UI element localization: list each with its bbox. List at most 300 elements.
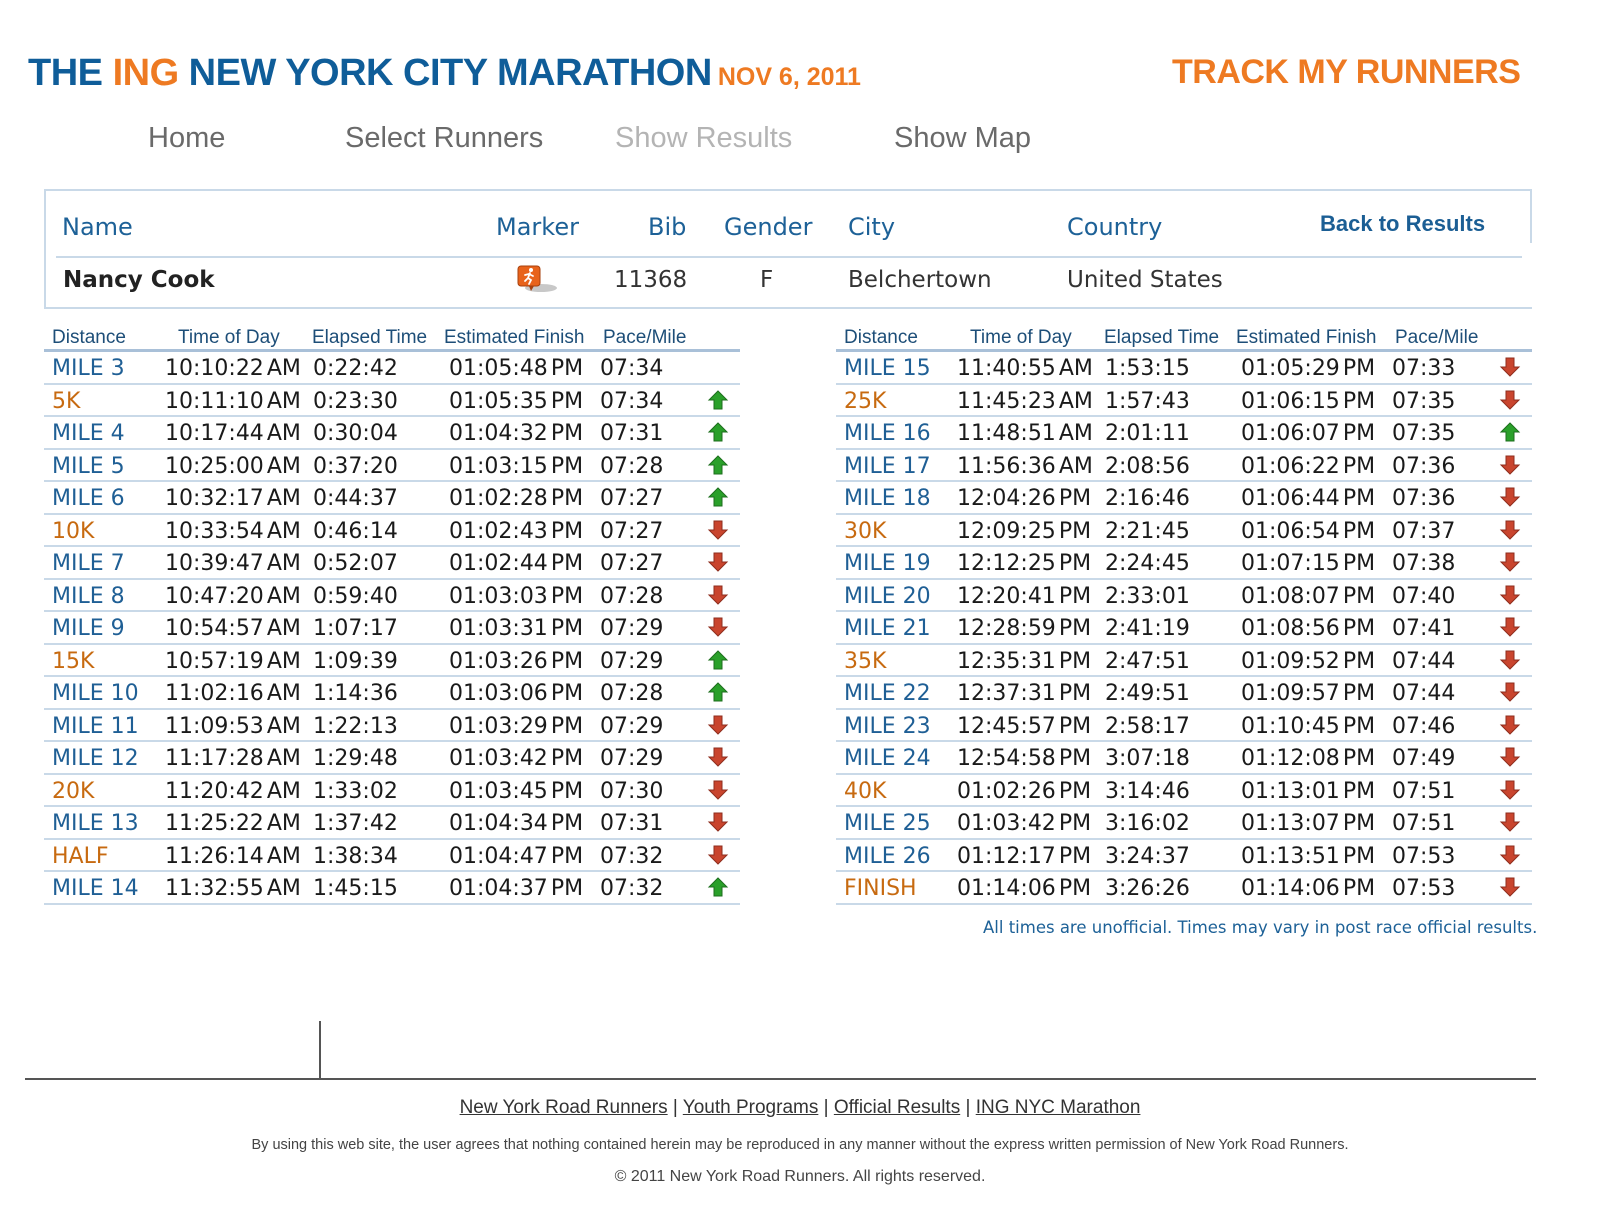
split-row [836, 710, 1532, 743]
split-distance: MILE 26 [844, 843, 931, 869]
split-time-of-day [165, 421, 301, 446]
time-meridiem: AM [266, 356, 301, 381]
split-time-of-day [165, 681, 301, 706]
nav-home[interactable]: Home [148, 122, 226, 154]
header-name: Name [62, 213, 133, 241]
split-row [836, 872, 1532, 905]
time-value: 11:48:51 [957, 421, 1056, 446]
time-value: 11:20:42 [165, 778, 264, 804]
time-meridiem: PM [1342, 648, 1376, 674]
split-time-of-day [957, 681, 1091, 706]
split-elapsed-time: 1:29:48 [313, 746, 398, 771]
col-elapsed-time: Elapsed Time [312, 327, 428, 348]
split-distance: 5K [52, 388, 81, 414]
time-value: 10:11:10 [165, 388, 264, 414]
trend-down-icon [1499, 454, 1521, 476]
time-value: 10:33:54 [165, 518, 264, 544]
col-time-of-day: Time of Day [178, 327, 280, 348]
split-estimated-finish [1241, 746, 1375, 771]
split-row [44, 612, 740, 645]
split-time-of-day [957, 811, 1091, 836]
split-pace: 07:33 [1392, 356, 1456, 381]
footer-divider-vertical [319, 1021, 321, 1079]
trend-down-icon [707, 616, 729, 638]
split-estimated-finish [1241, 421, 1375, 446]
split-row [44, 352, 740, 385]
time-meridiem: AM [266, 518, 301, 544]
split-row [44, 547, 740, 580]
footer-link-official-results[interactable]: Official Results [833, 1097, 961, 1118]
split-estimated-finish [1241, 454, 1375, 479]
split-elapsed-time: 2:21:45 [1105, 518, 1190, 544]
split-pace: 07:27 [600, 551, 664, 576]
header-marker: Marker [496, 213, 579, 241]
title-brand: ING [112, 52, 179, 94]
split-elapsed-time: 0:46:14 [313, 518, 398, 544]
split-row [836, 417, 1532, 450]
split-time-of-day [957, 519, 1091, 544]
split-elapsed-time: 1:09:39 [313, 648, 398, 674]
split-estimated-finish [449, 876, 583, 901]
split-estimated-finish [449, 486, 583, 511]
time-value: 01:03:31 [449, 616, 548, 641]
split-distance: MILE 15 [844, 356, 931, 381]
split-elapsed-time: 2:49:51 [1105, 681, 1190, 706]
footer-copyright: © 2011 New York Road Runners. All rights reserved. [614, 1168, 986, 1185]
split-time-of-day [165, 389, 301, 414]
time-value: 01:06:07 [1241, 421, 1340, 446]
split-distance: MILE 13 [52, 811, 139, 836]
split-row [44, 580, 740, 613]
split-estimated-finish [449, 844, 583, 869]
split-elapsed-time: 1:38:34 [313, 843, 398, 869]
split-estimated-finish [449, 584, 583, 609]
split-estimated-finish [449, 649, 583, 674]
split-row [44, 677, 740, 710]
split-row [44, 515, 740, 548]
runner-name: Nancy Cook [63, 267, 215, 293]
split-distance: 10K [52, 518, 95, 544]
time-meridiem: PM [1342, 518, 1376, 544]
time-value: 11:17:28 [165, 746, 264, 771]
split-elapsed-time: 0:37:20 [313, 453, 398, 479]
time-value: 01:02:28 [449, 486, 548, 511]
split-distance: MILE 21 [844, 616, 931, 641]
split-distance: MILE 12 [52, 746, 139, 771]
split-time-of-day [165, 811, 301, 836]
trend-down-icon [707, 714, 729, 736]
split-pace: 07:53 [1392, 843, 1456, 869]
split-time-of-day [957, 486, 1091, 511]
split-pace: 07:28 [600, 681, 664, 706]
time-meridiem: PM [1058, 843, 1092, 869]
trend-down-icon [1499, 811, 1521, 833]
split-pace: 07:27 [600, 486, 664, 511]
time-value: 01:05:35 [449, 388, 548, 414]
trend-up-icon [707, 421, 729, 443]
time-meridiem: AM [1058, 453, 1093, 479]
split-pace: 07:27 [600, 518, 664, 544]
time-meridiem: PM [550, 486, 584, 511]
time-meridiem: PM [550, 746, 584, 771]
time-value: 12:54:58 [957, 746, 1056, 771]
split-estimated-finish [1241, 584, 1375, 609]
split-estimated-finish [1241, 519, 1375, 544]
split-time-of-day [165, 844, 301, 869]
time-value: 01:02:26 [957, 778, 1056, 804]
split-distance: MILE 17 [844, 453, 931, 479]
time-value: 01:04:32 [449, 421, 548, 446]
split-time-of-day [957, 421, 1093, 446]
footer-link-ing-nyc-marathon[interactable]: ING NYC Marathon [975, 1097, 1141, 1118]
split-row [836, 742, 1532, 775]
split-distance: 25K [844, 388, 887, 414]
split-estimated-finish [449, 389, 583, 414]
split-time-of-day [165, 746, 301, 771]
split-elapsed-time: 1:07:17 [313, 616, 398, 641]
split-pace: 07:29 [600, 616, 664, 641]
time-value: 12:09:25 [957, 518, 1056, 544]
col-distance: Distance [52, 327, 126, 348]
time-value: 01:02:44 [449, 551, 548, 576]
time-meridiem: PM [1342, 356, 1376, 381]
split-distance: 40K [844, 778, 887, 804]
time-meridiem: AM [266, 551, 301, 576]
split-distance: 20K [52, 778, 95, 804]
split-pace: 07:32 [600, 876, 664, 901]
trend-down-icon [1499, 519, 1521, 541]
trend-up-icon [707, 681, 729, 703]
split-row [44, 645, 740, 678]
col-pace-mile: Pace/Mile [1395, 327, 1479, 348]
time-meridiem: AM [266, 811, 301, 836]
time-value: 10:47:20 [165, 583, 264, 609]
split-distance: MILE 6 [52, 486, 125, 511]
back-to-results-link[interactable]: Back to Results [1320, 211, 1486, 236]
trend-up-icon [707, 389, 729, 411]
runner-country: United States [1067, 267, 1223, 293]
split-estimated-finish [1241, 681, 1375, 706]
split-pace: 07:30 [600, 778, 664, 804]
split-estimated-finish [1241, 811, 1375, 836]
time-meridiem: PM [1058, 616, 1092, 641]
time-meridiem: PM [550, 778, 584, 804]
split-time-of-day [165, 356, 301, 381]
time-meridiem: AM [266, 453, 301, 479]
time-value: 11:45:23 [957, 388, 1056, 414]
time-value: 01:04:37 [449, 876, 548, 901]
trend-down-icon [1499, 486, 1521, 508]
split-distance: MILE 3 [52, 356, 125, 381]
time-meridiem: PM [1058, 648, 1092, 674]
split-row [44, 840, 740, 873]
time-meridiem: PM [1342, 388, 1376, 414]
nav-select-runners[interactable]: Select Runners [345, 122, 544, 154]
split-time-of-day [957, 779, 1091, 804]
time-value: 12:20:41 [957, 583, 1056, 609]
split-estimated-finish [449, 616, 583, 641]
split-distance: MILE 24 [844, 746, 931, 771]
time-meridiem: PM [1058, 486, 1092, 511]
main-nav [0, 122, 1600, 166]
splits-table-left [44, 325, 740, 905]
time-value: 01:08:07 [1241, 583, 1340, 609]
split-row [44, 450, 740, 483]
split-elapsed-time: 1:22:13 [313, 713, 398, 739]
split-row [44, 482, 740, 515]
split-estimated-finish [1241, 876, 1375, 901]
time-meridiem: PM [1342, 551, 1376, 576]
trend-down-icon [1499, 551, 1521, 573]
split-estimated-finish [449, 779, 583, 804]
time-meridiem: PM [550, 876, 584, 901]
split-estimated-finish [449, 551, 583, 576]
split-distance: MILE 11 [52, 713, 139, 739]
time-value: 10:17:44 [165, 421, 264, 446]
split-time-of-day [165, 519, 301, 544]
time-value: 10:57:19 [165, 648, 264, 674]
split-time-of-day [957, 584, 1091, 609]
split-row [836, 547, 1532, 580]
time-meridiem: PM [550, 843, 584, 869]
split-estimated-finish [449, 811, 583, 836]
time-value: 12:04:26 [957, 486, 1056, 511]
footer-separator: | [818, 1097, 834, 1118]
split-row [836, 482, 1532, 515]
split-pace: 07:40 [1392, 583, 1456, 609]
split-pace: 07:32 [600, 843, 664, 869]
time-meridiem: AM [266, 778, 301, 804]
split-pace: 07:51 [1392, 811, 1456, 836]
time-value: 01:05:48 [449, 356, 548, 381]
split-elapsed-time: 1:33:02 [313, 778, 398, 804]
time-value: 01:13:07 [1241, 811, 1340, 836]
trend-down-icon [707, 519, 729, 541]
split-time-of-day [165, 714, 301, 739]
trend-down-icon [1499, 876, 1521, 898]
time-meridiem: PM [1342, 843, 1376, 869]
trend-down-icon [1499, 584, 1521, 606]
split-estimated-finish [1241, 714, 1375, 739]
unofficial-disclaimer: All times are unofficial. Times may vary in post race official results. [983, 918, 1538, 937]
split-pace: 07:38 [1392, 551, 1456, 576]
time-meridiem: PM [1058, 713, 1092, 739]
trend-down-icon [1499, 844, 1521, 866]
time-value: 10:32:17 [165, 486, 264, 511]
time-meridiem: PM [1342, 876, 1376, 901]
time-value: 10:39:47 [165, 551, 264, 576]
split-time-of-day [165, 649, 301, 674]
time-value: 10:25:00 [165, 453, 264, 479]
time-meridiem: AM [266, 421, 301, 446]
time-meridiem: AM [1058, 421, 1093, 446]
runner-marker-icon[interactable] [516, 265, 558, 295]
time-meridiem: PM [1342, 421, 1376, 446]
trend-up-icon [707, 486, 729, 508]
col-estimated-finish: Estimated Finish [1236, 327, 1377, 348]
time-value: 12:12:25 [957, 551, 1056, 576]
time-meridiem: PM [1058, 518, 1092, 544]
split-distance: MILE 22 [844, 681, 931, 706]
split-distance: HALF [52, 843, 109, 869]
time-value: 01:03:42 [449, 746, 548, 771]
split-pace: 07:29 [600, 648, 664, 674]
split-estimated-finish [1241, 551, 1375, 576]
header-bib: Bib [648, 213, 687, 241]
split-row [44, 872, 740, 905]
split-time-of-day [957, 356, 1093, 381]
split-distance: MILE 25 [844, 811, 931, 836]
split-distance: MILE 9 [52, 616, 125, 641]
trend-down-icon [1499, 356, 1521, 378]
time-meridiem: PM [1342, 681, 1376, 706]
time-value: 01:12:08 [1241, 746, 1340, 771]
time-value: 11:40:55 [957, 356, 1056, 381]
trend-up-icon [1499, 421, 1521, 443]
split-pace: 07:46 [1392, 713, 1456, 739]
split-estimated-finish [1241, 779, 1375, 804]
title-rest: NEW YORK CITY MARATHON [178, 52, 712, 94]
time-value: 10:54:57 [165, 616, 264, 641]
footer-link-youth-programs[interactable]: Youth Programs [682, 1097, 819, 1118]
time-meridiem: PM [1058, 778, 1092, 804]
split-distance: 35K [844, 648, 887, 674]
time-value: 01:03:15 [449, 453, 548, 479]
split-elapsed-time: 2:41:19 [1105, 616, 1190, 641]
split-row [836, 775, 1532, 808]
time-value: 01:10:45 [1241, 713, 1340, 739]
time-value: 11:32:55 [165, 876, 264, 901]
split-estimated-finish [1241, 486, 1375, 511]
time-value: 01:12:17 [957, 843, 1056, 869]
col-pace-mile: Pace/Mile [603, 327, 687, 348]
split-elapsed-time: 3:14:46 [1105, 778, 1190, 804]
split-pace: 07:29 [600, 713, 664, 739]
split-elapsed-time: 3:26:26 [1105, 876, 1190, 901]
runner-info-panel [44, 189, 1532, 309]
split-elapsed-time: 2:33:01 [1105, 583, 1190, 609]
time-value: 01:06:54 [1241, 518, 1340, 544]
split-elapsed-time: 0:52:07 [313, 551, 398, 576]
trend-down-icon [1499, 389, 1521, 411]
split-elapsed-time: 2:08:56 [1105, 453, 1190, 479]
time-meridiem: PM [550, 453, 584, 479]
time-value: 01:07:15 [1241, 551, 1340, 576]
split-row [836, 515, 1532, 548]
split-distance: MILE 14 [52, 876, 139, 901]
split-estimated-finish [449, 714, 583, 739]
split-elapsed-time: 3:24:37 [1105, 843, 1190, 869]
split-pace: 07:49 [1392, 746, 1456, 771]
time-meridiem: AM [266, 876, 301, 901]
split-row [836, 612, 1532, 645]
split-elapsed-time: 0:22:42 [313, 356, 398, 381]
footer-link-nyrr[interactable]: New York Road Runners [459, 1097, 668, 1118]
time-value: 01:05:29 [1241, 356, 1340, 381]
race-date: NOV 6, 2011 [717, 63, 861, 91]
runner-city: Belchertown [848, 267, 992, 293]
split-pace: 07:34 [600, 388, 664, 414]
time-meridiem: PM [1342, 746, 1376, 771]
time-meridiem: PM [550, 681, 584, 706]
header-country: Country [1067, 213, 1163, 241]
footer-separator: | [960, 1097, 976, 1118]
footer-legal-note: By using this web site, the user agrees that nothing contained herein may be reproduced in any manner without the express written permission of New York Road Runners. [251, 1137, 1349, 1153]
nav-show-map[interactable]: Show Map [894, 122, 1032, 154]
split-distance: MILE 7 [52, 551, 125, 576]
time-value: 01:06:44 [1241, 486, 1340, 511]
trend-down-icon [707, 811, 729, 833]
split-elapsed-time: 0:23:30 [313, 388, 398, 414]
time-value: 01:03:06 [449, 681, 548, 706]
time-meridiem: AM [1058, 388, 1093, 414]
header-city: City [848, 213, 896, 241]
split-elapsed-time: 1:53:15 [1105, 356, 1190, 381]
time-value: 12:37:31 [957, 681, 1056, 706]
time-meridiem: PM [1342, 616, 1376, 641]
split-elapsed-time: 0:59:40 [313, 583, 398, 609]
split-time-of-day [957, 876, 1091, 901]
split-time-of-day [165, 486, 301, 511]
split-elapsed-time: 2:01:11 [1105, 421, 1190, 446]
time-value: 11:25:22 [165, 811, 264, 836]
time-meridiem: PM [550, 583, 584, 609]
trend-down-icon [707, 779, 729, 801]
trend-up-icon [707, 649, 729, 671]
time-meridiem: AM [266, 583, 301, 609]
split-pace: 07:31 [600, 421, 664, 446]
time-value: 01:04:34 [449, 811, 548, 836]
time-meridiem: PM [550, 356, 584, 381]
split-pace: 07:28 [600, 453, 664, 479]
trend-down-icon [1499, 746, 1521, 768]
time-meridiem: AM [1058, 356, 1093, 381]
time-meridiem: PM [1342, 778, 1376, 804]
splits-table-right [836, 325, 1532, 905]
trend-down-icon [707, 551, 729, 573]
split-time-of-day [957, 714, 1091, 739]
time-meridiem: PM [550, 648, 584, 674]
split-pace: 07:29 [600, 746, 664, 771]
time-value: 01:14:06 [1241, 876, 1340, 901]
time-value: 01:03:42 [957, 811, 1056, 836]
trend-down-icon [1499, 681, 1521, 703]
split-elapsed-time: 0:30:04 [313, 421, 398, 446]
time-value: 01:08:56 [1241, 616, 1340, 641]
split-estimated-finish [1241, 389, 1375, 414]
split-time-of-day [957, 746, 1091, 771]
split-pace: 07:41 [1392, 616, 1456, 641]
panel-edge [1530, 191, 1532, 243]
time-meridiem: PM [1058, 583, 1092, 609]
split-estimated-finish [449, 519, 583, 544]
split-row [44, 417, 740, 450]
split-elapsed-time: 2:24:45 [1105, 551, 1190, 576]
split-elapsed-time: 3:07:18 [1105, 746, 1190, 771]
split-elapsed-time: 1:37:42 [313, 811, 398, 836]
split-pace: 07:35 [1392, 421, 1456, 446]
split-elapsed-time: 2:16:46 [1105, 486, 1190, 511]
time-value: 01:02:43 [449, 518, 548, 544]
split-distance: MILE 19 [844, 551, 931, 576]
split-pace: 07:53 [1392, 876, 1456, 901]
split-time-of-day [165, 551, 301, 576]
time-meridiem: PM [550, 551, 584, 576]
trend-down-icon [1499, 616, 1521, 638]
time-value: 10:10:22 [165, 356, 264, 381]
time-value: 11:02:16 [165, 681, 264, 706]
time-meridiem: PM [1342, 486, 1376, 511]
